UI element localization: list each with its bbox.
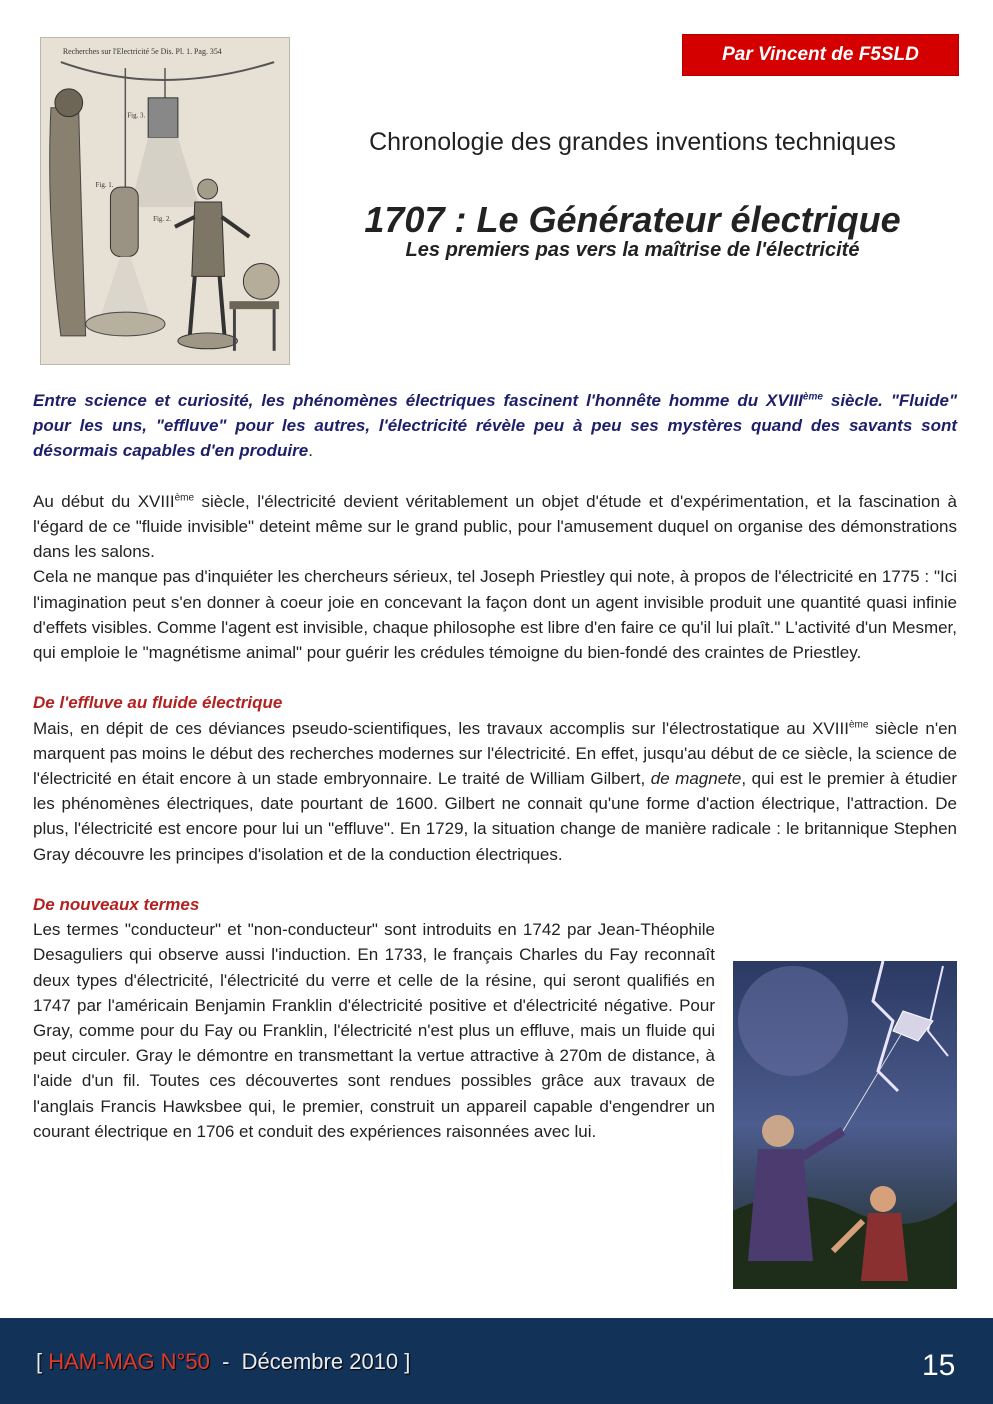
kite-experiment-illustration xyxy=(733,961,957,1289)
paragraph-2: Cela ne manque pas d'inquiéter les chercheurs sérieux, tel Joseph Priestley qui note, à propos de l'électricité en 1775 : "Ici l'imagination peut s'en donner à coeur joie en concevant la façon dont un agent invisible produit une quantité quasi infinie d'effets visibles. Comme l'agent est invisible, chaque philosophe est libre d'en faire ce qu'il lui plaît." L'activité d'un Mesmer, qui emploie le "magnétisme animal" pour guérir les crédules témoigne du bien-fondé des craintes de Priestley. xyxy=(33,567,957,663)
intro-after: siècle. "Fluide" pour les uns, "effluve" pour les autres, l'électricité révèle peu à peu ses mystères quand des savants sont désormais capables d'en produire xyxy=(33,391,958,461)
p3-c: , qui est le premier à étudier les phénomènes électriques, date pourtant de 1600. Gilbert ne connait qu'une forme d'action électrique, l'attraction. De plus, l'électricité est encore pour lui un "effluve". En 1729, la situation change de manière radicale : le britannique Stephen Gray découvre les principes d'isolation et de la conduction électriques. xyxy=(33,769,958,864)
footer-magazine: HAM-MAG N°50 xyxy=(48,1349,210,1374)
p3-a: Mais, en dépit de ces déviances pseudo-scientifiques, les travaux accomplis sur l'électrostatique au XVIII xyxy=(33,718,849,738)
p3-b: siècle n'en marquent pas moins le début des recherches modernes sur l'électricité. En effet, jusqu'au début de ce siècle, la science de l'électricité en était encore à un stade embryonnaire. Le traité de William Gilbert, xyxy=(33,718,957,789)
author-tag: Par Vincent de F5SLD xyxy=(682,34,959,76)
intro-paragraph xyxy=(33,388,957,464)
paragraph-4: Les termes "conducteur" et "non-conducteur" sont introduits en 1742 par Jean-Théophile Desaguliers qui observe aussi l'induction. En 1733, le français Charles du Fay reconnaît deux types d'électricité, l'électricité du verre et celle de la résine, qui seront qualifiés en 1747 par l'américain Benjamin Franklin d'électricité positive et d'électricité négative. Pour Gray, comme pour du Fay ou Franklin, l'électricité n'est plus un effluve, mais un fluide qui peut circuler. Gray le démontre en transmettant la vertue attractive à 270m de distance, à l'aide d'un fil. Toutes ces découvertes sont rendues possibles grâce aux travaux de l'anglais Francis Hawksbee qui, le premier, construit un appareil capable d'engendrer un courant électrique en 1706 et conduit des expériences raisonnées avec lui. xyxy=(33,920,715,1141)
intro-end: . xyxy=(308,441,313,461)
paragraph-1 xyxy=(33,489,957,565)
p1-sup: ème xyxy=(174,492,195,504)
engraving-drawing xyxy=(41,38,289,364)
engraving-caption: Recherches sur l'Electricité 5e Dis. Pl. 1. Pag. 354 xyxy=(62,47,222,57)
footer-issue xyxy=(36,1349,410,1375)
section-heading-termes: De nouveaux termes xyxy=(33,895,200,915)
intro-sup: ème xyxy=(802,391,823,403)
intro-before: Entre science et curiosité, les phénomènes électriques fascinent l'honnête homme du XVIII xyxy=(33,391,803,410)
p3-sup: ème xyxy=(848,718,869,730)
page-number: 15 xyxy=(922,1349,956,1382)
fig3-label: Fig. 3. xyxy=(127,111,146,120)
p1-a: Au début du XVIII xyxy=(33,491,175,511)
kite-experiment-drawing xyxy=(733,961,957,1289)
subtitle: Les premiers pas vers la maîtrise de l'électricité xyxy=(405,239,860,261)
fig1-label: Fig. 1. xyxy=(95,181,114,190)
p3-em: de magnete xyxy=(650,769,742,789)
p1-b: siècle, l'électricité devient véritablement un objet d'étude et d'expérimentation, et la fascination à l'égard de ce "fluide invisible" deteint même sur le grand public, pour l'amusement duquel on organise des démonstrations dans les salons. xyxy=(33,491,958,562)
paragraph-3 xyxy=(33,716,957,867)
main-title: 1707 : Le Générateur électrique xyxy=(364,199,901,240)
fig2-label: Fig. 2. xyxy=(153,214,172,223)
footer-date: Décembre 2010 ] xyxy=(241,1349,411,1374)
section-heading-effluve: De l'effluve au fluide électrique xyxy=(33,693,283,713)
footer-separator: - xyxy=(209,1349,242,1374)
series-title: Chronologie des grandes inventions techniques xyxy=(369,128,896,156)
engraving-illustration xyxy=(40,37,290,365)
footer-open-bracket: [ xyxy=(36,1349,49,1374)
intro-text xyxy=(33,391,957,460)
